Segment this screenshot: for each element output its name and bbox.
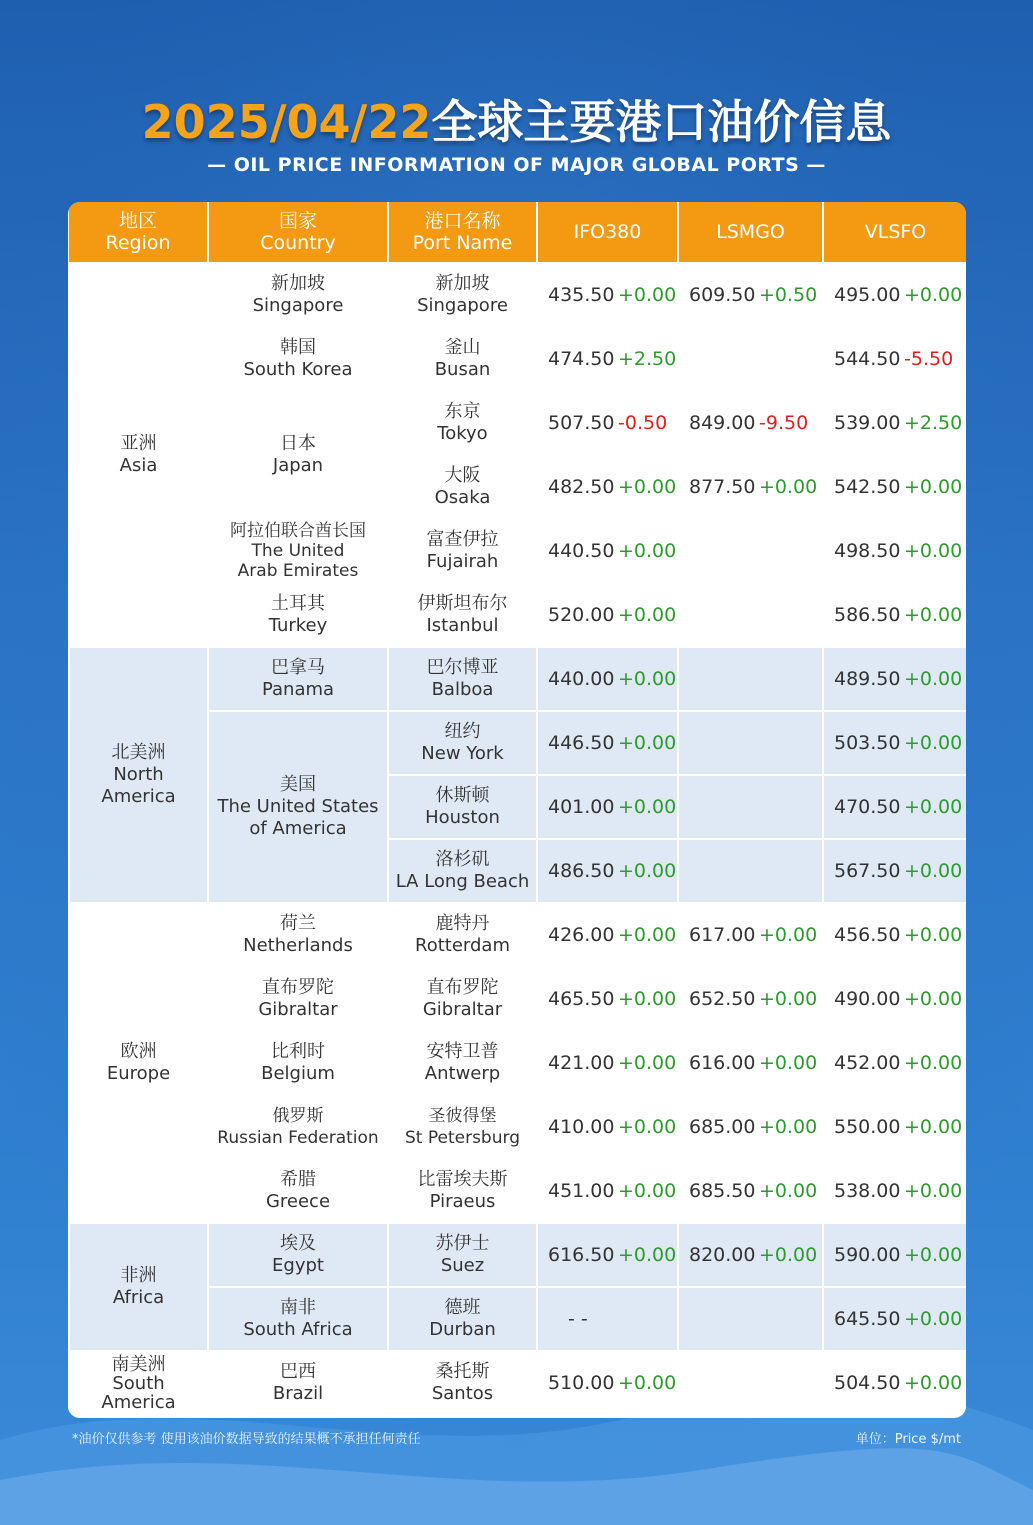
ifo380-cell: 421.00 +0.00 (537, 1031, 678, 1095)
ifo380-cell: 520.00 +0.00 (537, 583, 678, 647)
vlsfo-cell: 495.00 +0.00 (823, 263, 966, 327)
ifo380-cell: 435.50 +0.00 (537, 263, 678, 327)
region-cell: 北美洲 North America (69, 647, 208, 903)
lsmgo-cell (678, 839, 823, 903)
port-cell: 东京 Tokyo (388, 391, 537, 455)
ifo380-cell: - - (537, 1287, 678, 1351)
price-table-card (68, 202, 966, 1418)
table-header-row (69, 202, 966, 263)
table-row (69, 647, 966, 711)
title-date: 2025/04/22 (141, 95, 432, 149)
country-cell: 巴拿马 Panama (208, 647, 388, 711)
region-cell: 非洲 Africa (69, 1223, 208, 1351)
table-row (69, 903, 966, 967)
ifo380-cell: 426.00 +0.00 (537, 903, 678, 967)
title-block (0, 92, 1033, 176)
table-row (69, 1223, 966, 1287)
vlsfo-cell: 567.50 +0.00 (823, 839, 966, 903)
port-cell: 桑托斯 Santos (388, 1351, 537, 1415)
country-cell: 南非 South Africa (208, 1287, 388, 1351)
lsmgo-cell: 685.00 +0.00 (678, 1095, 823, 1159)
header-ifo380: IFO380 (537, 202, 678, 263)
header-lsmgo: LSMGO (678, 202, 823, 263)
port-cell: 富查伊拉 Fujairah (388, 519, 537, 583)
ifo380-cell: 616.50 +0.00 (537, 1223, 678, 1287)
port-cell: 休斯顿 Houston (388, 775, 537, 839)
ifo380-cell: 482.50 +0.00 (537, 455, 678, 519)
port-cell: 德班 Durban (388, 1287, 537, 1351)
port-cell: 直布罗陀 Gibraltar (388, 967, 537, 1031)
country-cell: 韩国 South Korea (208, 327, 388, 391)
ifo380-cell: 440.50 +0.00 (537, 519, 678, 583)
country-cell: 日本 Japan (208, 391, 388, 519)
lsmgo-cell: 820.00 +0.00 (678, 1223, 823, 1287)
vlsfo-cell: 538.00 +0.00 (823, 1159, 966, 1223)
ifo380-cell: 410.00 +0.00 (537, 1095, 678, 1159)
region-cell: 亚洲 Asia (69, 263, 208, 647)
vlsfo-cell: 470.50 +0.00 (823, 775, 966, 839)
lsmgo-cell (678, 1287, 823, 1351)
lsmgo-cell (678, 519, 823, 583)
lsmgo-cell: 685.50 +0.00 (678, 1159, 823, 1223)
table-row (69, 1351, 966, 1415)
lsmgo-cell: 617.00 +0.00 (678, 903, 823, 967)
port-cell: 安特卫普 Antwerp (388, 1031, 537, 1095)
lsmgo-cell (678, 1351, 823, 1415)
port-cell: 圣彼得堡 St Petersburg (388, 1095, 537, 1159)
lsmgo-cell (678, 647, 823, 711)
ifo380-cell: 465.50 +0.00 (537, 967, 678, 1031)
port-cell: 苏伊士 Suez (388, 1223, 537, 1287)
country-cell: 直布罗陀 Gibraltar (208, 967, 388, 1031)
country-cell: 荷兰 Netherlands (208, 903, 388, 967)
vlsfo-cell: 490.00 +0.00 (823, 967, 966, 1031)
region-cell: 欧洲 Europe (69, 903, 208, 1223)
ifo380-cell: 451.00 +0.00 (537, 1159, 678, 1223)
lsmgo-cell: 616.00 +0.00 (678, 1031, 823, 1095)
vlsfo-cell: 586.50 +0.00 (823, 583, 966, 647)
port-cell: 大阪 Osaka (388, 455, 537, 519)
port-cell: 纽约 New York (388, 711, 537, 775)
vlsfo-cell: 645.50 +0.00 (823, 1287, 966, 1351)
port-cell: 比雷埃夫斯 Piraeus (388, 1159, 537, 1223)
page-subtitle: — OIL PRICE INFORMATION OF MAJOR GLOBAL PORTS — (207, 154, 826, 176)
header-port: 港口名称 Port Name (388, 202, 537, 263)
port-cell: 洛杉矶 LA Long Beach (388, 839, 537, 903)
ifo380-cell: 401.00 +0.00 (537, 775, 678, 839)
vlsfo-cell: 456.50 +0.00 (823, 903, 966, 967)
vlsfo-cell: 542.50 +0.00 (823, 455, 966, 519)
ifo380-cell: 440.00 +0.00 (537, 647, 678, 711)
page-title (0, 92, 1033, 152)
header-region: 地区 Region (69, 202, 208, 263)
ifo380-cell: 446.50 +0.00 (537, 711, 678, 775)
region-cell: 南美洲 South America (69, 1351, 208, 1415)
lsmgo-cell: 849.00 -9.50 (678, 391, 823, 455)
table-row (69, 263, 966, 327)
ifo380-cell: 486.50 +0.00 (537, 839, 678, 903)
port-cell: 伊斯坦布尔 Istanbul (388, 583, 537, 647)
vlsfo-cell: 498.50 +0.00 (823, 519, 966, 583)
vlsfo-cell: 504.50 +0.00 (823, 1351, 966, 1415)
country-cell: 阿拉伯联合酋长国 The United Arab Emirates (208, 519, 388, 583)
vlsfo-cell: 452.00 +0.00 (823, 1031, 966, 1095)
port-cell: 釜山 Busan (388, 327, 537, 391)
country-cell: 土耳其 Turkey (208, 583, 388, 647)
country-cell: 巴西 Brazil (208, 1351, 388, 1415)
port-cell: 鹿特丹 Rotterdam (388, 903, 537, 967)
ifo380-cell: 507.50 -0.50 (537, 391, 678, 455)
vlsfo-cell: 503.50 +0.00 (823, 711, 966, 775)
title-cn: 全球主要港口油价信息 (431, 95, 892, 149)
ifo380-cell: 510.00 +0.00 (537, 1351, 678, 1415)
disclaimer-text: *油价仅供参考 使用该油价数据导致的结果概不承担任何责任 (72, 1432, 421, 1447)
vlsfo-cell: 544.50 -5.50 (823, 327, 966, 391)
country-cell: 美国 The United States of America (208, 711, 388, 903)
country-cell: 比利时 Belgium (208, 1031, 388, 1095)
vlsfo-cell: 489.50 +0.00 (823, 647, 966, 711)
lsmgo-cell: 877.50 +0.00 (678, 455, 823, 519)
lsmgo-cell: 652.50 +0.00 (678, 967, 823, 1031)
header-country: 国家 Country (208, 202, 388, 263)
lsmgo-cell (678, 583, 823, 647)
lsmgo-cell (678, 775, 823, 839)
lsmgo-cell (678, 327, 823, 391)
unit-text: 单位：Price $/mt (855, 1432, 961, 1447)
vlsfo-cell: 539.00 +2.50 (823, 391, 966, 455)
header-vlsfo: VLSFO (823, 202, 966, 263)
country-cell: 俄罗斯 Russian Federation (208, 1095, 388, 1159)
country-cell: 新加坡 Singapore (208, 263, 388, 327)
vlsfo-cell: 550.00 +0.00 (823, 1095, 966, 1159)
port-cell: 新加坡 Singapore (388, 263, 537, 327)
vlsfo-cell: 590.00 +0.00 (823, 1223, 966, 1287)
price-table (68, 202, 966, 1416)
port-cell: 巴尔博亚 Balboa (388, 647, 537, 711)
country-cell: 埃及 Egypt (208, 1223, 388, 1287)
lsmgo-cell: 609.50 +0.50 (678, 263, 823, 327)
lsmgo-cell (678, 711, 823, 775)
country-cell: 希腊 Greece (208, 1159, 388, 1223)
ifo380-cell: 474.50 +2.50 (537, 327, 678, 391)
